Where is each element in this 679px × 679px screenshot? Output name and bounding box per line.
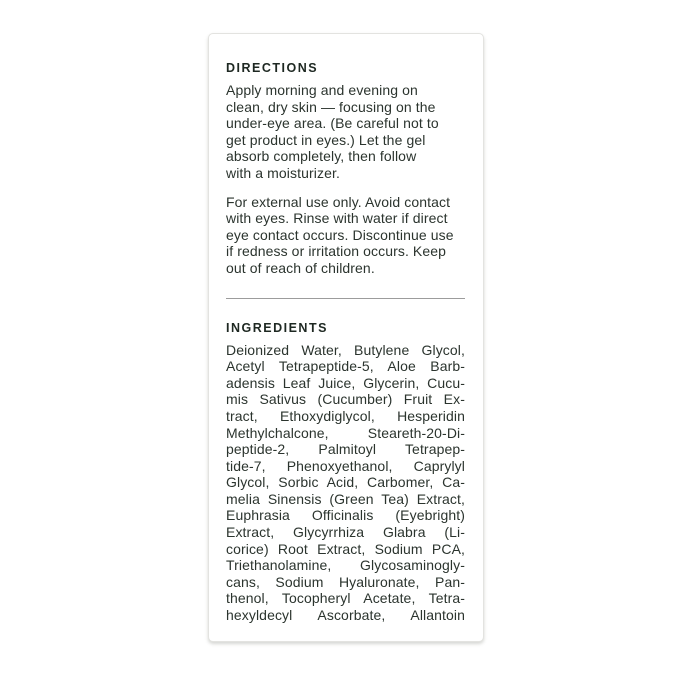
directions-usage-paragraph — [226, 82, 465, 182]
directions-warning-paragraph — [226, 194, 465, 277]
text-line: melia Sinensis (Green Tea) Extract, — [226, 490, 465, 507]
text-line: thenol, Tocopheryl Acetate, Tetra- — [226, 590, 465, 607]
text-line: Triethanolamine, Glycosaminogly- — [226, 557, 465, 574]
text-line: tide-7, Phenoxyethanol, Caprylyl — [226, 457, 465, 474]
text-line: hexyldecyl Ascorbate, Allantoin — [226, 607, 465, 624]
text-line: get product in eyes.) Let the gel — [226, 131, 426, 148]
section-divider — [226, 298, 465, 299]
text-line: For external use only. Avoid contact — [226, 193, 451, 210]
text-line: with a moisturizer. — [226, 164, 340, 181]
ingredients-heading: INGREDIENTS — [226, 320, 328, 335]
text-line: cans, Sodium Hyaluronate, Pan- — [226, 573, 465, 590]
text-line: Acetyl Tetrapeptide-5, Aloe Barb- — [226, 358, 465, 375]
text-line: peptide-2, Palmitoyl Tetrapep- — [226, 441, 465, 458]
text-line: absorb completely, then follow — [226, 148, 417, 165]
text-line: out of reach of children. — [226, 259, 375, 276]
text-line: if redness or irritation occurs. Keep — [226, 243, 447, 260]
text-line: Deionized Water, Butylene Glycol, — [226, 341, 465, 358]
text-line: Methylchalcone, Steareth-20-Di- — [226, 424, 465, 441]
text-line: adensis Leaf Juice, Glycerin, Cucu- — [226, 374, 465, 391]
ingredients-list — [226, 342, 465, 624]
directions-heading: DIRECTIONS — [226, 61, 319, 75]
text-line: Glycol, Sorbic Acid, Carbomer, Ca- — [226, 474, 465, 491]
text-line: mis Sativus (Cucumber) Fruit Ex- — [226, 391, 465, 408]
text-line: tract, Ethoxydiglycol, Hesperidin — [226, 407, 465, 424]
text-line: corice) Root Extract, Sodium PCA, — [226, 540, 465, 557]
text-line: Extract, Glycyrrhiza Glabra (Li- — [226, 524, 465, 541]
text-line: clean, dry skin — focusing on the — [226, 98, 436, 115]
text-line: Euphrasia Officinalis (Eyebright) — [226, 507, 465, 524]
text-line: under-eye area. (Be careful not to — [226, 115, 439, 132]
label-panel — [208, 33, 484, 642]
text-line: Apply morning and evening on — [226, 82, 418, 98]
text-line: eye contact occurs. Discontinue use — [226, 226, 454, 243]
text-line: with eyes. Rinse with water if direct — [226, 210, 448, 227]
